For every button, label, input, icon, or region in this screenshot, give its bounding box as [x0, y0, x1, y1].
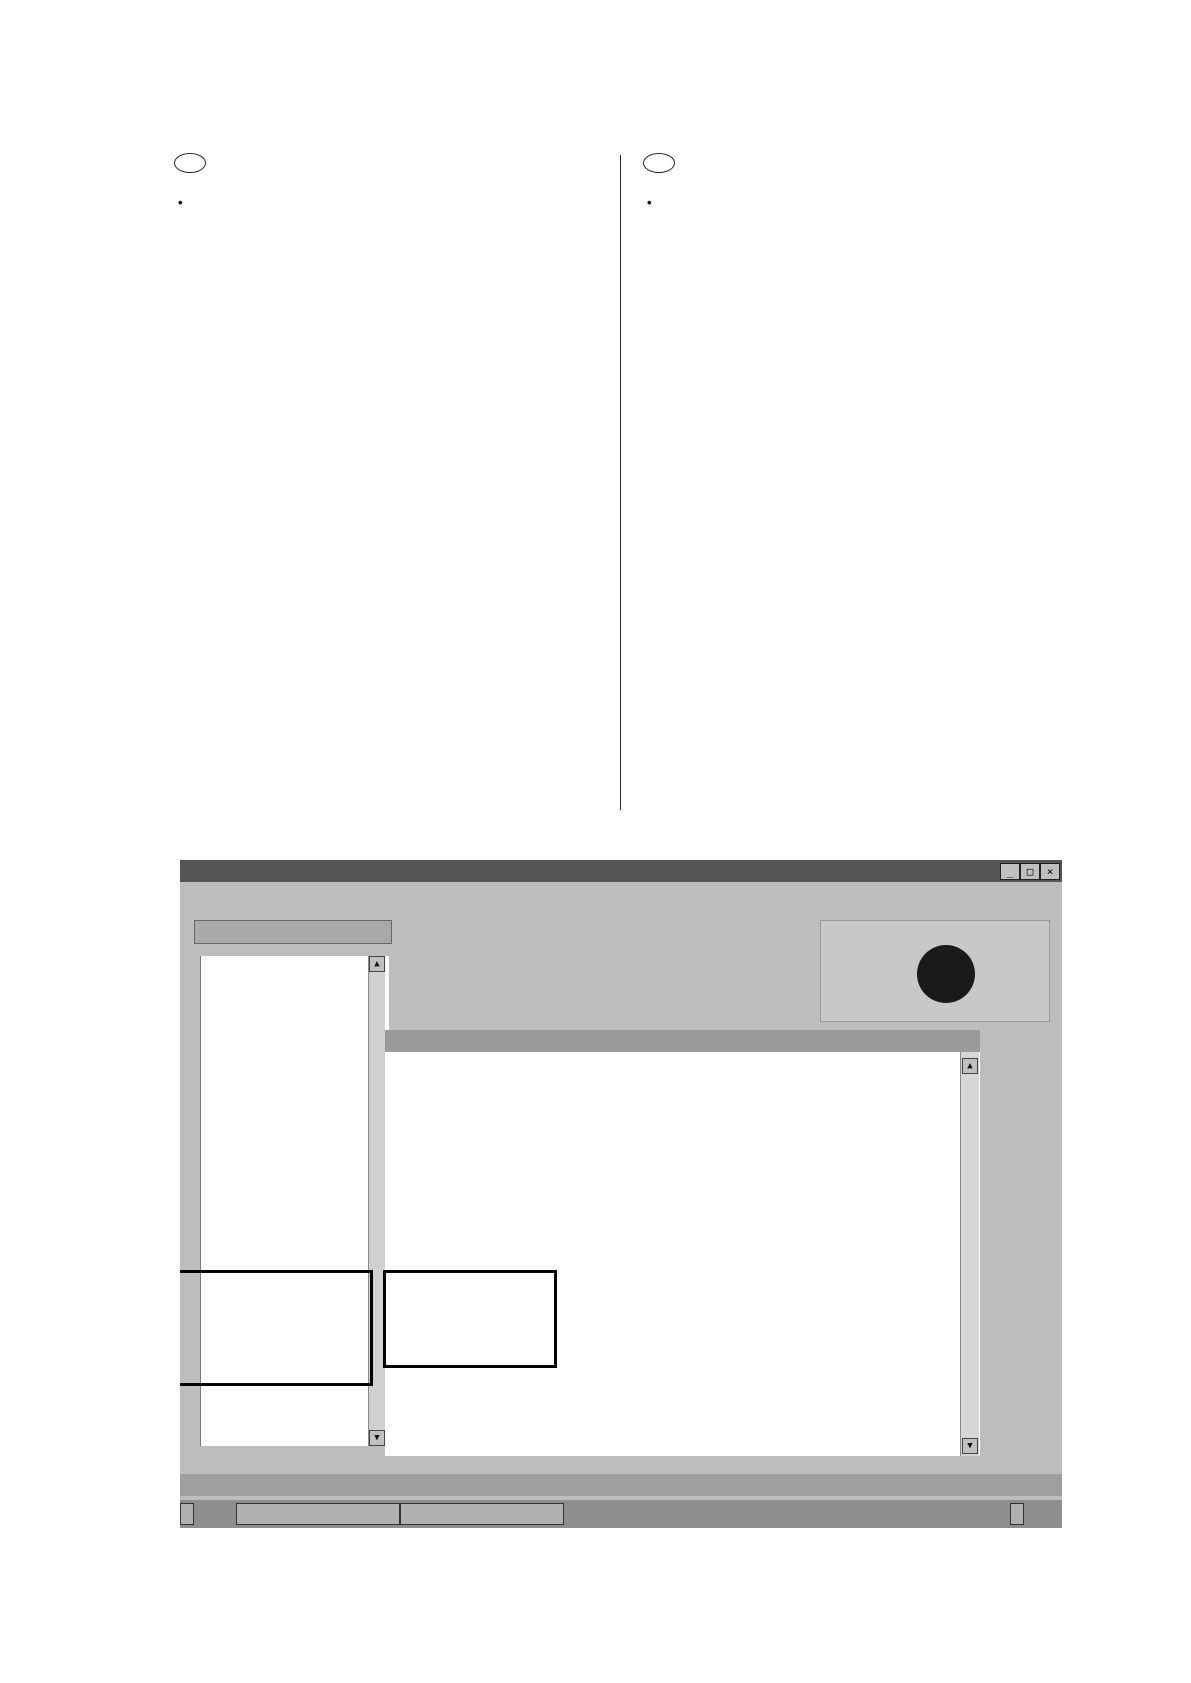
- language-badge-gb: [643, 153, 675, 173]
- taskbar-clock: [1010, 1503, 1024, 1525]
- taskbar: [180, 1500, 1062, 1528]
- column-divider: [620, 155, 621, 810]
- language-badge-d: [174, 153, 206, 173]
- status-bar: [180, 1474, 1062, 1496]
- logo-dot: [917, 945, 975, 1003]
- highlight-box-output: [383, 1270, 557, 1368]
- output-window: [385, 1052, 980, 1456]
- start-button[interactable]: [180, 1503, 194, 1525]
- english-column: [643, 150, 1088, 194]
- commands-header: [194, 920, 392, 944]
- german-heading: [174, 150, 619, 176]
- blaupunkt-logo: [820, 920, 1050, 1022]
- output-scrollbar[interactable]: [960, 1052, 979, 1456]
- window-title: [180, 860, 1062, 882]
- taskbar-item-paint[interactable]: [400, 1503, 564, 1525]
- taskbar-item-comserv[interactable]: [236, 1503, 400, 1525]
- highlight-box-commands: [180, 1270, 373, 1386]
- output-scroll-down-icon[interactable]: ▼: [962, 1438, 978, 1454]
- close-icon[interactable]: ×: [1040, 863, 1060, 880]
- english-heading: [643, 150, 1088, 176]
- scroll-up-icon[interactable]: ▲: [369, 956, 385, 972]
- output-scroll-up-icon[interactable]: ▲: [962, 1058, 978, 1074]
- german-column: [174, 150, 619, 194]
- minimize-icon[interactable]: _: [1000, 863, 1020, 880]
- scroll-down-icon[interactable]: ▼: [369, 1430, 385, 1446]
- maximize-icon[interactable]: □: [1020, 863, 1040, 880]
- output-header: [385, 1030, 980, 1052]
- comserver-screenshot: [180, 860, 1062, 1528]
